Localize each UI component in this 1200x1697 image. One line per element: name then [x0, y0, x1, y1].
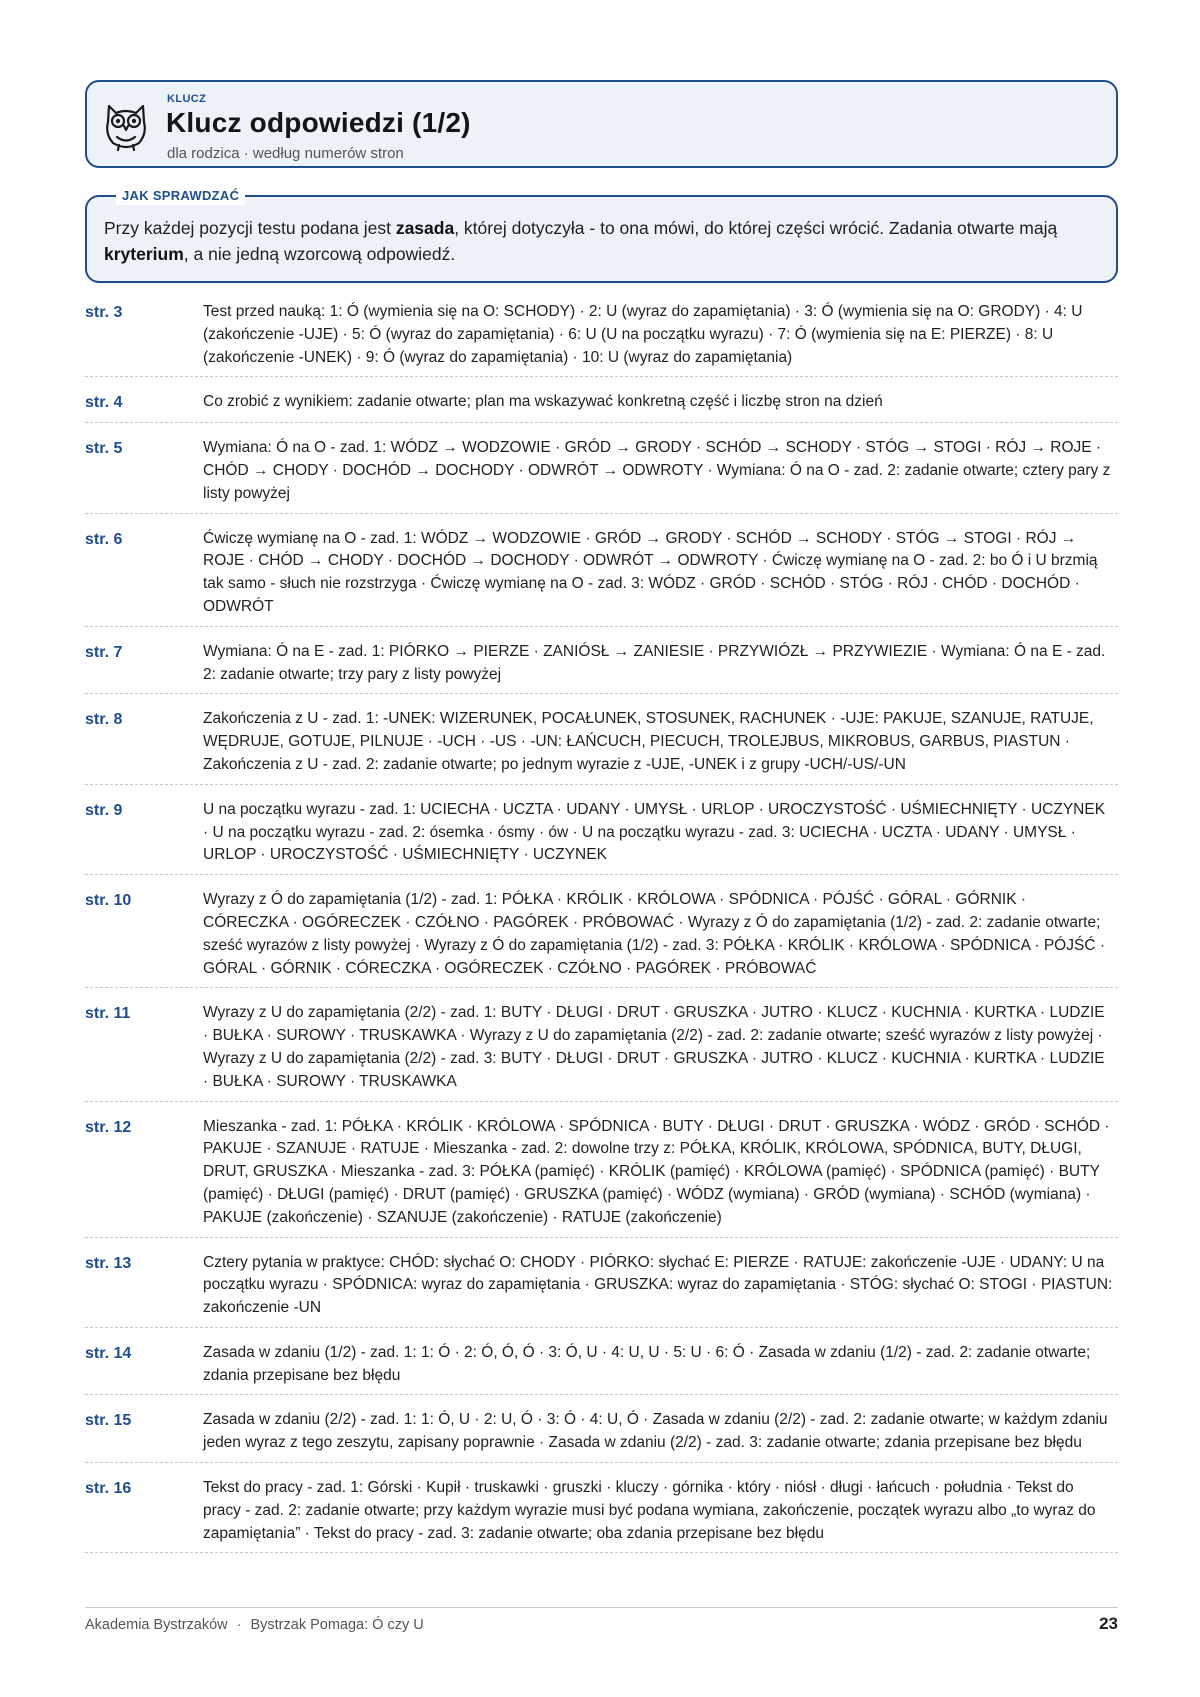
answer-text: Wymiana: Ó na O - zad. 1: WÓDZ → WODZOWIE · GRÓD → GRODY · SCHÓD → SCHODY · STÓG → STOGI · RÓJ → ROJE · CHÓD → CHODY · DOCHÓD → DOCHODY · ODWRÓT → ODWROTY · Wymiana: Ó na O - zad. 2: zadanie otwarte; cztery pary z listy powyżej: [203, 439, 1111, 502]
info-text-part: , której dotyczyła - to ona mówi, do której części wrócić. Zadania otwarte mają: [454, 218, 1058, 238]
answer-text: Zasada w zdaniu (2/2) - zad. 1: 1: Ó, U · 2: U, Ó · 3: Ó · 4: U, Ó · Zasada w zdaniu (2/2) - zad. 2: zadanie otwarte; w każdym zdaniu jeden wyraz z tego zeszytu, zapisany poprawnie · Zasada w zdaniu (2/2) - zad. 3: zadanie otwarte; zdania przepisane bez błędu: [203, 1411, 1108, 1452]
answer-text: Wyrazy z U do zapamiętania (2/2) - zad. 1: BUTY · DŁUGI · DRUT · GRUSZKA · JUTRO · KLUCZ · KUCHNIA · KURTKA · LUDZIE · BUŁKA · SUROWY · TRUSKAWKA · Wyrazy z U do zapamiętania (2/2) - zad. 2: zadanie otwarte; sześć wyrazów z listy powyżej · Wyrazy z U do zapamiętania (2/2) - zad. 3: BUTY · DŁUGI · DRUT · GRUSZKA · JUTRO · KLUCZ · KUCHNIA · KURTKA · LUDZIE · BUŁKA · SUROWY · TRUSKAWKA: [203, 1004, 1105, 1090]
answer-text: Test przed nauką: 1: Ó (wymienia się na O: SCHODY) · 2: U (wyraz do zapamiętania) · 3: Ó (wymienia się na O: GRODY) · 4: U (zakończenie -UJE) · 5: Ó (wyraz do zapamiętania) · 6: U (U na początku wyrazu) · 7: Ó (wymienia się na E: PIERZE) · 8: U (zakończenie -UNEK) · 9: Ó (wyraz do zapamiętania) · 10: U (wyraz do zapamiętania): [203, 303, 1083, 366]
answer-text: Ćwiczę wymianę na O - zad. 1: WÓDZ → WODZOWIE · GRÓD → GRODY · SCHÓD → SCHODY · STÓG → STOGI · RÓJ → ROJE · CHÓD → CHODY · DOCHÓD → DOCHODY · ODWRÓT → ODWROTY · Ćwiczę wymianę na O - zad. 2: bo Ó i U brzmią tak samo - słuch nie rozstrzyga · Ćwiczę wymianę na O - zad. 3: WÓDZ · GRÓD · SCHÓD · STÓG · RÓJ · CHÓD · DOCHÓD · ODWRÓT: [203, 529, 1098, 615]
answer-text: Wymiana: Ó na E - zad. 1: PIÓRKO → PIERZE · ZANIÓSŁ → ZANIESIE · PRZYWIÓZŁ → PRZYWIEZIE · Wymiana: Ó na E - zad. 2: zadanie otwarte; trzy pary z listy powyżej: [203, 642, 1106, 683]
page-subtitle: dla rodzica · według numerów stron: [167, 145, 404, 162]
answer-text: Tekst do pracy - zad. 1: Górski · Kupił · truskawki · gruszki · kluczy · górnika · który · niósł · długi · łańcuch · południa · Tekst do pracy - zad. 2: zadanie otwarte; przy każdym wyrazie musi być podana wymiana, zakończenie, początek wyrazu albo „to wyraz do zapamiętania” · Tekst do pracy - zad. 3: zadanie otwarte; oba zdania przepisane bez błędu: [203, 1479, 1096, 1542]
answer-row: [85, 1248, 1118, 1328]
answer-row: [85, 704, 1118, 784]
info-text-part: Przy każdej pozycji testu podana jest: [104, 218, 396, 238]
footer-credits: [85, 1617, 424, 1633]
info-text: [104, 215, 1098, 267]
page-number-label: str. 13: [85, 1254, 132, 1272]
answer-row: [85, 1473, 1118, 1553]
page-number-label: str. 8: [85, 711, 123, 729]
page-title: Klucz odpowiedzi (1/2): [166, 107, 471, 138]
answer-row: [85, 1405, 1118, 1463]
page-number-label: str. 6: [85, 530, 123, 548]
info-label: JAK SPRAWDZAĆ: [116, 187, 245, 205]
answer-row: [85, 433, 1118, 513]
footer-book-title: Bystrzak Pomaga: Ó czy U: [250, 1617, 424, 1633]
footer-separator: ·: [236, 1617, 242, 1633]
answer-text: Zakończenia z U - zad. 1: -UNEK: WIZERUNEK, POCAŁUNEK, STOSUNEK, RACHUNEK · -UJE: PAKUJE, SZANUJE, RATUJE, WĘDRUJE, GOTUJE, PILNUJE · -UCH · -US · -UN: ŁAŃCUCH, PIECUCH, TROLEJBUS, MIKROBUS, GARBUS, PIASTUN · Zakończenia z U - zad. 2: zadanie otwarte; po jednym wyrazie z -UJE, -UNEK i z grupy -UCH/-US/-UN: [203, 710, 1094, 773]
section-kicker: KLUCZ: [167, 93, 207, 105]
answer-text: Wyrazy z Ó do zapamiętania (1/2) - zad. 1: PÓŁKA · KRÓLIK · KRÓLOWA · SPÓDNICA · PÓJŚĆ · GÓRAL · GÓRNIK · CÓRECZKA · OGÓRECZEK · CZÓŁNO · PAGÓREK · PRÓBOWAĆ · Wyrazy z Ó do zapamiętania (1/2) - zad. 2: zadanie otwarte; sześć wyrazów z listy powyżej · Wyrazy z Ó do zapamiętania (1/2) - zad. 3: PÓŁKA · KRÓLIK · KRÓLOWA · SPÓDNICA · PÓJŚĆ · GÓRAL · GÓRNIK · CÓRECZKA · OGÓRECZEK · CZÓŁNO · PAGÓREK · PRÓBOWAĆ: [203, 891, 1105, 977]
info-bold-zasada: zasada: [395, 218, 455, 238]
answer-row: [85, 1338, 1118, 1396]
page-number-label: str. 10: [85, 892, 132, 910]
answer-text: Cztery pytania w praktyce: CHÓD: słychać O: CHODY · PIÓRKO: słychać E: PIERZE · RATUJE: zakończenie -UJE · UDANY: U na początku wyrazu · SPÓDNICA: wyraz do zapamiętania · GRUSZKA: wyraz do zapamiętania · STÓG: słychać O: STOGI · PIASTUN: zakończenie -UN: [203, 1253, 1113, 1317]
info-text-part: , a nie jedną wzorcową odpowiedź.: [183, 244, 456, 264]
page-number-label: str. 9: [85, 801, 123, 819]
info-box: [85, 188, 1118, 283]
info-bold-kryterium: kryterium: [104, 244, 184, 264]
page-number-label: str. 14: [85, 1344, 132, 1362]
answer-row: [85, 387, 1118, 423]
answer-row: [85, 297, 1118, 377]
answer-row: [85, 524, 1118, 627]
answer-text: U na początku wyrazu - zad. 1: UCIECHA · UCZTA · UDANY · UMYSŁ · URLOP · UROCZYSTOŚĆ · UŚMIECHNIĘTY · UCZYNEK · U na początku wyrazu - zad. 2: ósemka · ósmy · ów · U na początku wyrazu - zad. 3: UCIECHA · UCZTA · UDANY · UMYSŁ · URLOP · UROCZYSTOŚĆ · UŚMIECHNIĘTY · UCZYNEK: [203, 800, 1106, 864]
answer-list: [85, 297, 1118, 1563]
answer-row: [85, 637, 1118, 695]
answer-text: Co zrobić z wynikiem: zadanie otwarte; plan ma wskazywać konkretną część i liczbę stron na dzień: [203, 393, 883, 411]
page-number-label: str. 7: [85, 643, 123, 661]
page-number-label: str. 12: [85, 1118, 132, 1136]
page-number-label: str. 4: [85, 394, 123, 412]
page-number: 23: [1099, 1614, 1118, 1633]
answer-text: Zasada w zdaniu (1/2) - zad. 1: 1: Ó · 2: Ó, Ó, Ó · 3: Ó, U · 4: U, U · 5: U · 6: Ó · Zasada w zdaniu (1/2) - zad. 2: zadanie otwarte; zdania przepisane bez błędu: [203, 1343, 1091, 1384]
page-number-label: str. 3: [85, 304, 123, 321]
page-number-label: str. 5: [85, 440, 123, 458]
page-number-label: str. 15: [85, 1412, 132, 1430]
page-number-label: str. 11: [85, 1005, 131, 1023]
answer-text: Mieszanka - zad. 1: PÓŁKA · KRÓLIK · KRÓLOWA · SPÓDNICA · BUTY · DŁUGI · DRUT · GRUSZKA · WÓDZ · GRÓD · SCHÓD · PAKUJE · SZANUJE · RATUJE · Mieszanka - zad. 2: dowolne trzy z: PÓŁKA, KRÓLIK, KRÓLOWA, SPÓDNICA, BUTY, DŁUGI, DRUT, GRUSZKA · Mieszanka - zad. 3: PÓŁKA (pamięć) · KRÓLIK (pamięć) · KRÓLOWA (pamięć) · SPÓDNICA (pamięć) · BUTY (pamięć) · DŁUGI (pamięć) · DRUT (pamięć) · GRUSZKA (pamięć) · WÓDZ (wymiana) · GRÓD (wymiana) · SCHÓD (wymiana) · PAKUJE (zakończenie) · SZANUJE (zakończenie) · RATUJE (zakończenie): [203, 1117, 1110, 1226]
answer-row: [85, 795, 1118, 875]
answer-row: [85, 998, 1118, 1101]
page-number-label: str. 16: [85, 1480, 132, 1498]
footer-divider: [85, 1607, 1118, 1608]
answer-row: [85, 885, 1118, 988]
owl-icon: [103, 100, 149, 152]
footer-publisher: Akademia Bystrzaków: [85, 1617, 228, 1633]
answer-row: [85, 1112, 1118, 1238]
header-box: [85, 80, 1118, 168]
